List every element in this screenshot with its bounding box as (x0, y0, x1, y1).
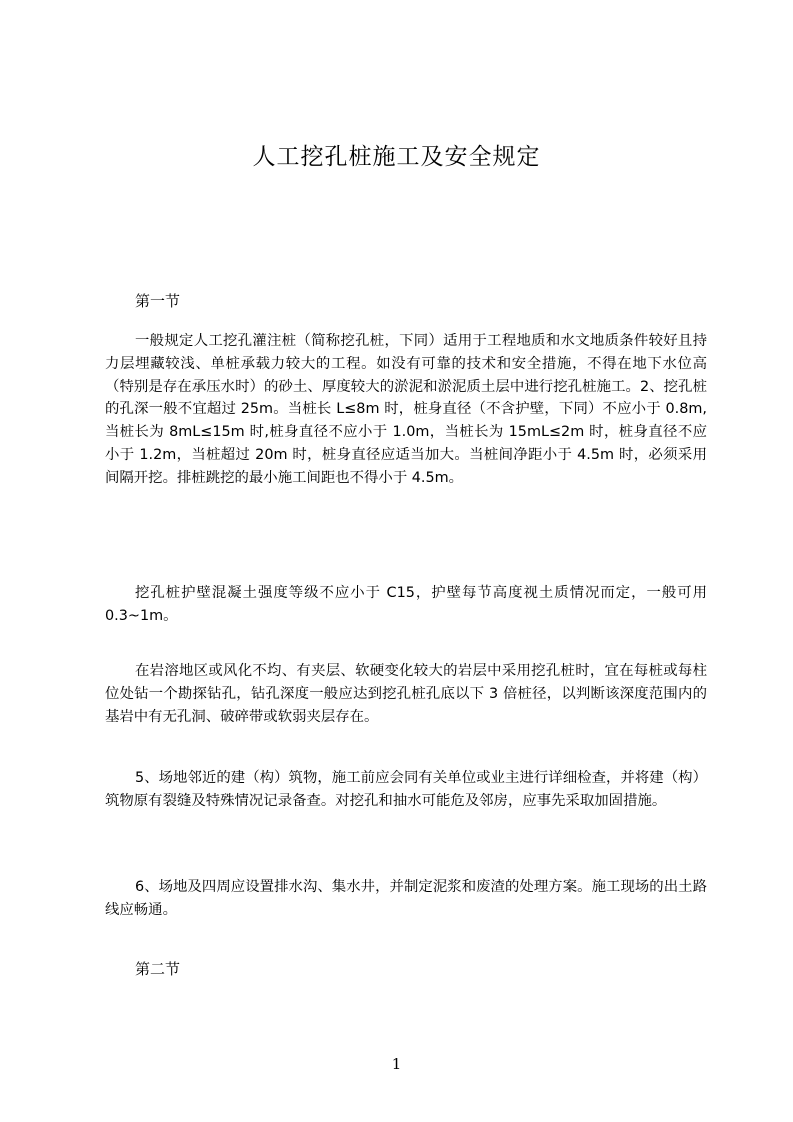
paragraph-2: 挖孔桩护壁混凝土强度等级不应小于 C15，护壁每节高度视土质情况而定，一般可用 0.3~1m。 (105, 585, 707, 624)
paragraph-4: 5、场地邻近的建（构）筑物，施工前应会同有关单位或业主进行详细检查，并将建（构）筑物原有裂缝及特殊情况记录备查。对挖孔和抽水可能危及邻房，应事先采取加固措施。 (105, 770, 707, 809)
paragraph-5: 6、场地及四周应设置排水沟、集水井，并制定泥浆和废渣的处理方案。施工现场的出土路线应畅通。 (105, 879, 707, 918)
paragraph-3: 在岩溶地区或风化不均、有夹层、软硬变化较大的岩层中采用挖孔桩时，宜在每桩或每柱位处钻一个勘探钻孔，钻孔深度一般应达到挖孔桩孔底以下 3 倍桩径，以判断该深度范围内的基岩中有无孔洞、破碎带或软弱夹层存在。 (105, 663, 707, 725)
page-title: 人工挖孔桩施工及安全规定 (252, 144, 541, 170)
paragraph-1: 一般规定人工挖孔灌注桩（简称挖孔桩，下同）适用于工程地质和水文地质条件较好且持力层埋藏较浅、单桩承载力较大的工程。如没有可靠的技术和安全措施，不得在地下水位高（特别是存在承压水时）的砂土、厚度较大的淤泥和淤泥质土层中进行挖孔桩施工。2、挖孔桩的孔深一般不宜超过 25m。当桩长 L≤8m 时，桩身直径（不含护壁，下同）不应小于 0.8m,当桩长为 8mL≤15m 时,桩身直径不应小于 1.0m，当桩长为 15mL≤2m 时，桩身直径不应小于 1.2m，当桩超过 20m 时，桩身直径应适当加大。当桩间净距小于 4.5m 时，必须采用间隔开挖。排桩跳挖的最小施工间距也不得小于 4.5m。 (105, 333, 707, 486)
section-heading-2: 第二节 (135, 960, 181, 978)
section-heading-1: 第一节 (135, 292, 181, 310)
page-number: 1 (391, 1055, 402, 1073)
